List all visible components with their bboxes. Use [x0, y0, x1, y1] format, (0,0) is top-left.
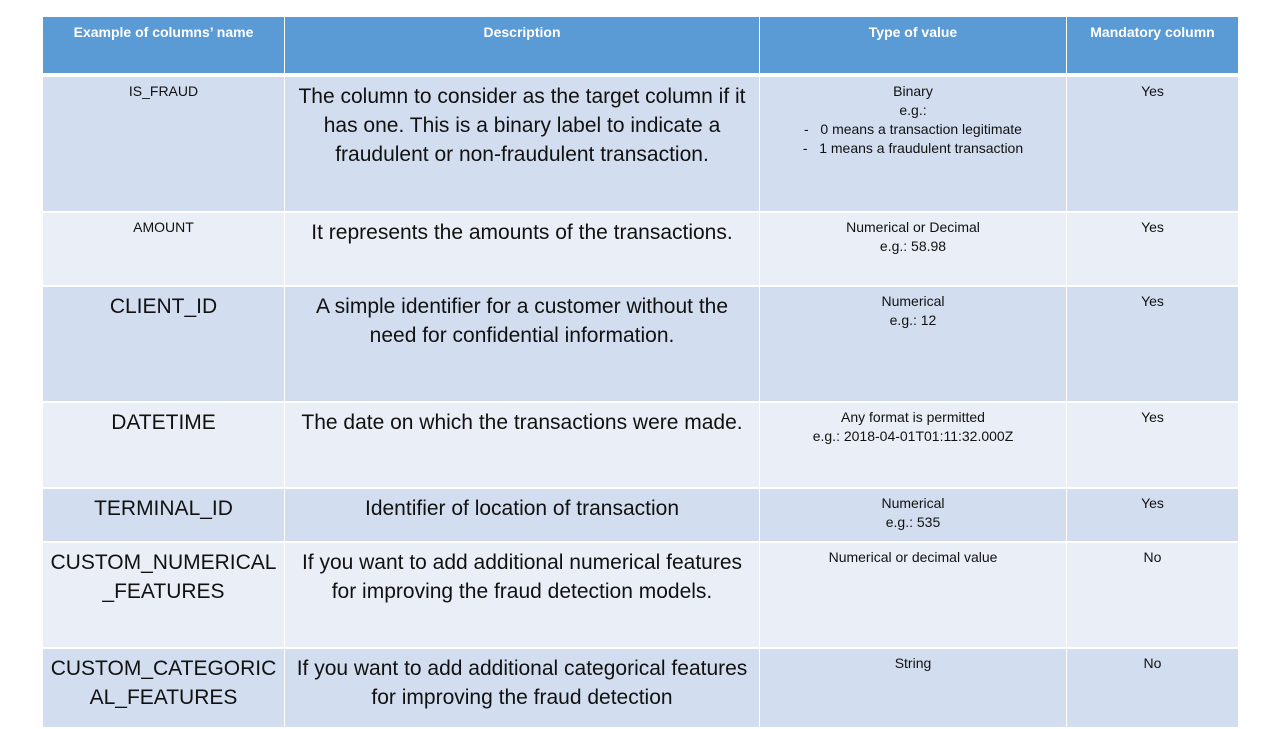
type-line: e.g.: 12 — [889, 312, 937, 328]
table-row — [43, 286, 1239, 402]
table-row — [43, 402, 1239, 488]
cell-mandatory: Yes — [1067, 75, 1239, 212]
cell-type-of-value — [760, 488, 1067, 542]
cell-description: If you want to add additional categorical features for improving the fraud detection — [285, 648, 760, 728]
cell-type-of-value — [760, 212, 1067, 286]
type-line: Numerical — [881, 293, 945, 309]
type-bullet — [760, 120, 1066, 139]
type-line: Numerical or Decimal — [846, 219, 980, 235]
cell-mandatory: Yes — [1067, 488, 1239, 542]
column-name-line: CUSTOM_CATEGORIC — [50, 657, 277, 680]
type-line: Any format is permitted — [841, 409, 985, 425]
cell-type-of-value — [760, 286, 1067, 402]
table-row — [43, 648, 1239, 728]
header-description: Description — [285, 17, 760, 75]
columns-table-container — [42, 17, 1238, 729]
column-name-line: AL_FEATURES — [89, 686, 238, 709]
column-name-line: CUSTOM_NUMERICAL — [50, 551, 277, 574]
type-line: e.g.: 535 — [885, 514, 941, 530]
type-bullet-list — [760, 120, 1066, 158]
cell-mandatory: Yes — [1067, 212, 1239, 286]
type-line: e.g.: 58.98 — [879, 238, 947, 254]
cell-column-name: TERMINAL_ID — [43, 488, 285, 542]
cell-column-name: AMOUNT — [43, 212, 285, 286]
cell-column-name: DATETIME — [43, 402, 285, 488]
cell-description: Identifier of location of transaction — [285, 488, 760, 542]
cell-description: It represents the amounts of the transactions. — [285, 212, 760, 286]
type-line: String — [894, 655, 932, 671]
cell-column-name: IS_FRAUD — [43, 75, 285, 212]
cell-type-of-value — [760, 402, 1067, 488]
table-header — [43, 17, 1239, 75]
cell-type-of-value — [760, 75, 1067, 212]
type-line: e.g.: 2018-04-01T01:11:32.000Z — [812, 428, 1014, 444]
type-line: Numerical or decimal value — [828, 549, 998, 565]
type-line: Numerical — [881, 495, 945, 511]
cell-mandatory: Yes — [1067, 402, 1239, 488]
columns-table — [42, 17, 1239, 729]
cell-column-name — [43, 648, 285, 728]
column-name-line: _FEATURES — [102, 580, 225, 603]
cell-mandatory: Yes — [1067, 286, 1239, 402]
table-body — [43, 75, 1239, 728]
cell-mandatory: No — [1067, 648, 1239, 728]
cell-description: A simple identifier for a customer without the need for confidential information. — [285, 286, 760, 402]
cell-description: The column to consider as the target column if it has one. This is a binary label to indicate a fraudulent or non-fraudulent transaction. — [285, 75, 760, 212]
table-row — [43, 542, 1239, 648]
cell-description: The date on which the transactions were made. — [285, 402, 760, 488]
type-bullet-text: 1 means a fraudulent transaction — [819, 140, 1024, 156]
table-row — [43, 212, 1239, 286]
type-line: Binary — [893, 83, 933, 99]
header-type-of-value: Type of value — [760, 17, 1067, 75]
table-row — [43, 75, 1239, 212]
table-row — [43, 488, 1239, 542]
cell-description: If you want to add additional numerical features for improving the fraud detection models. — [285, 542, 760, 648]
cell-column-name — [43, 542, 285, 648]
cell-type-of-value — [760, 542, 1067, 648]
cell-column-name: CLIENT_ID — [43, 286, 285, 402]
type-line: e.g.: — [899, 102, 927, 118]
header-column-name: Example of columns’ name — [43, 17, 285, 75]
header-row — [43, 17, 1239, 75]
header-mandatory-column: Mandatory column — [1067, 17, 1239, 75]
type-bullet — [760, 139, 1066, 158]
cell-mandatory: No — [1067, 542, 1239, 648]
type-bullet-text: 0 means a transaction legitimate — [820, 121, 1022, 137]
cell-type-of-value — [760, 648, 1067, 728]
